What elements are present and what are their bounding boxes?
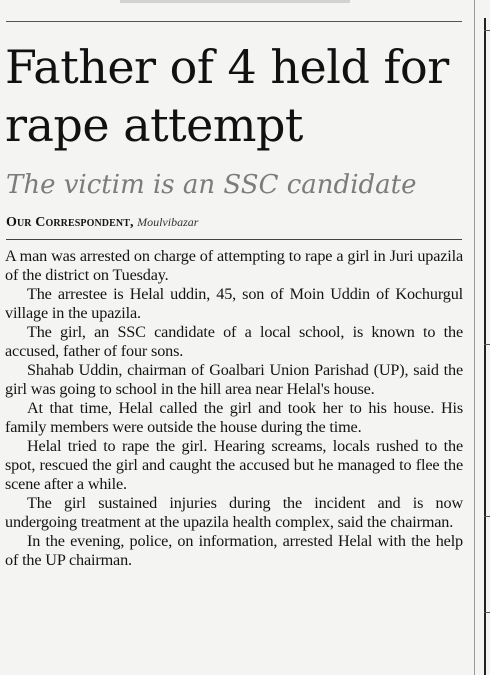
adjacent-column-tick (484, 612, 490, 613)
paragraph: In the evening, police, on information, arrested Helal with the help of the UP chairman. (5, 532, 463, 569)
column-divider (474, 0, 475, 675)
subheadline: The victim is an SSC candidate (6, 170, 417, 200)
paragraph: The girl, an SSC candidate of a local school, is known to the accused, father of four sons. (5, 323, 463, 360)
byline-rule (6, 239, 462, 240)
article-body (5, 247, 463, 570)
paragraph: A man was arrested on charge of attempting to rape a girl in Juri upazila of the district on Tuesday. (5, 247, 463, 284)
byline-location: Moulvibazar (137, 215, 199, 229)
cropped-text-remnant (120, 0, 350, 3)
byline (6, 213, 198, 232)
adjacent-column-tick (484, 30, 490, 31)
byline-author: Our Correspondent, (6, 215, 134, 230)
paragraph: Shahab Uddin, chairman of Goalbari Union Parishad (UP), said the girl was going to school in the hill area near Helal's house. (5, 361, 463, 398)
headline: Father of 4 held for rape attempt (5, 40, 449, 152)
adjacent-column-edge (484, 18, 490, 675)
adjacent-column-tick (484, 344, 490, 345)
paragraph: The arrestee is Helal uddin, 45, son of Moin Uddin of Kochurgul village in the upazila. (5, 285, 463, 322)
paragraph: At that time, Helal called the girl and took her to his house. His family members were outside the house during the time. (5, 399, 463, 436)
paragraph: The girl sustained injuries during the incident and is now undergoing treatment at the upazila health complex, said the chairman. (5, 494, 463, 531)
paragraph: Helal tried to rape the girl. Hearing screams, locals rushed to the spot, rescued the girl and caught the accused but he managed to flee the scene after a while. (5, 437, 463, 493)
adjacent-column-border (484, 18, 486, 675)
top-rule (6, 21, 462, 22)
adjacent-column-tick (484, 516, 490, 517)
